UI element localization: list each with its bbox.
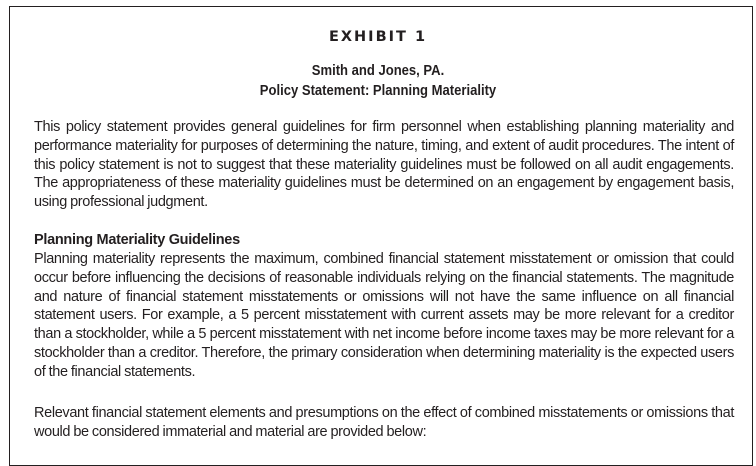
section-heading: Planning Materiality Guidelines	[34, 232, 240, 248]
policy-title: Policy Statement: Planning Materiality	[259, 83, 497, 99]
exhibit-label: EXHIBIT 1	[328, 29, 428, 45]
closing-paragraph: Relevant financial statement elements and presumptions on the effect of combined misstatements or omissions that would be considered immaterial and material are provided below:	[34, 405, 734, 440]
section-paragraph: Planning materiality represents the maximum, combined financial statement misstatement or omission that could occur before influencing the decisions of reasonable individuals relying on the financial statements. The magnitude and nature of financial statement misstatements or omissions will not have the same influence on all financial statement users. For example, a 5 percent misstatement with current assets may be more relevant for a creditor than a stockholder, while a 5 percent misstatement with net income before income taxes may be more relevant for a stockholder than a creditor. Therefore, the primary consideration when determining materiality is the expected users of the financial statements.	[34, 251, 734, 380]
firm-name: Smith and Jones, PA.	[311, 63, 445, 79]
intro-paragraph: This policy statement provides general guidelines for firm personnel when establishing planning materiality and performance materiality for purposes of determining the nature, timing, and extent of audit procedures. The intent of this policy statement is not to suggest that these materiality guidelines must be followed on all audit engagements. The appropriateness of these materiality guidelines must be determined on an engagement by engagement basis, using professional judgment.	[34, 119, 734, 211]
